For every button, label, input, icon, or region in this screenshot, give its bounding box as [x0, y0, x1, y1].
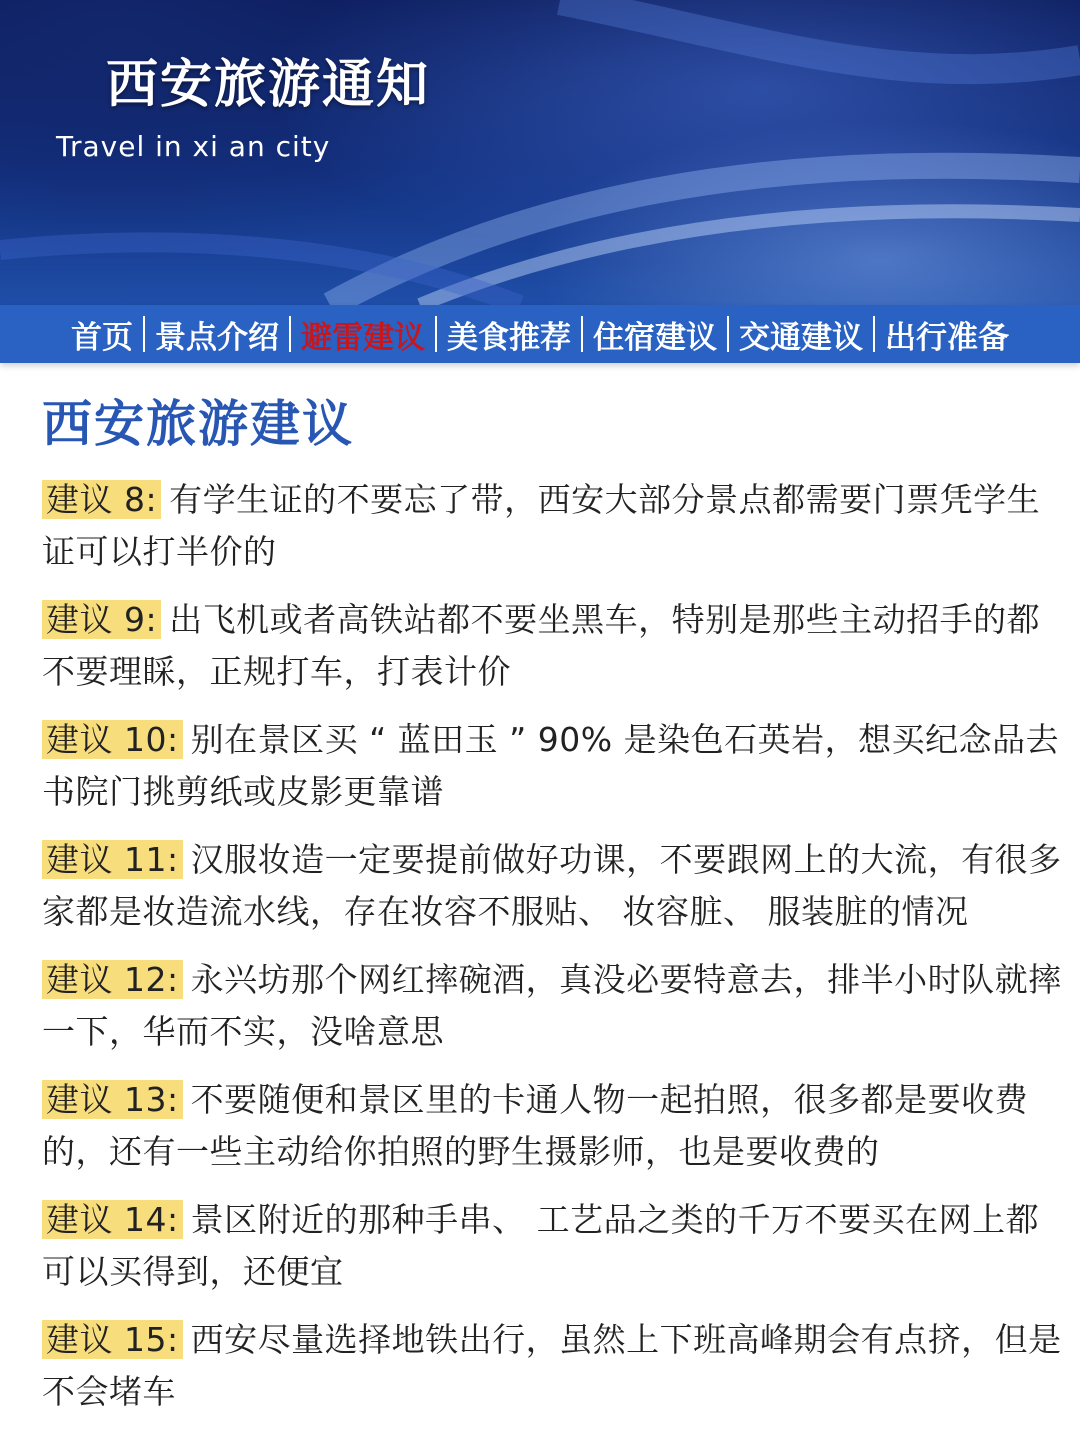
tip-label: 建议 11: [42, 840, 183, 879]
nav-item-lodging[interactable]: 住宿建议 [593, 319, 717, 356]
section-title: 西安旅游建议 [42, 395, 354, 453]
tip-item [42, 714, 1062, 818]
tip-text: 出飞机或者高铁站都不要坐黑车，特别是那些主动招手的都不要理睬，正规打车，打表计价 [42, 600, 1041, 691]
tip-item [42, 594, 1062, 698]
tip-label: 建议 14: [42, 1200, 183, 1239]
tip-label: 建议 12: [42, 960, 183, 999]
main-content [42, 388, 1062, 1434]
banner-title: 西安旅游通知 [106, 55, 431, 115]
nav-separator [873, 316, 875, 352]
tip-item [42, 1074, 1062, 1178]
nav-bar [0, 305, 1080, 363]
tip-item [42, 1194, 1062, 1298]
tip-text: 永兴坊那个网红摔碗酒，真没必要特意去，排半小时队就摔一下，华而不实，没啥意思 [42, 960, 1062, 1051]
nav-item-transport[interactable]: 交通建议 [739, 319, 863, 356]
tip-item [42, 834, 1062, 938]
tip-label: 建议 9: [42, 600, 161, 639]
tip-item [42, 474, 1062, 578]
nav-item-food[interactable]: 美食推荐 [447, 319, 571, 356]
header-banner [0, 0, 1080, 305]
nav-separator [143, 316, 145, 352]
tip-label: 建议 8: [42, 480, 161, 519]
nav-separator [581, 316, 583, 352]
banner-subtitle: Travel in xi an city [56, 130, 331, 163]
nav-separator [727, 316, 729, 352]
tip-label: 建议 15: [42, 1320, 183, 1359]
tip-text: 景区附近的那种手串、 工艺品之类的千万不要买在网上都可以买得到，还便宜 [42, 1200, 1040, 1291]
nav-item-avoid-tips[interactable]: 避雷建议 [301, 319, 425, 356]
tip-text: 不要随便和景区里的卡通人物一起拍照，很多都是要收费的，还有一些主动给你拍照的野生摄影师，也是要收费的 [42, 1080, 1029, 1171]
nav-separator [289, 316, 291, 352]
tip-text: 汉服妆造一定要提前做好功课，不要跟网上的大流，有很多家都是妆造流水线，存在妆容不服贴、 妆容脏、 服装脏的情况 [42, 840, 1062, 931]
tip-label: 建议 10: [42, 720, 183, 759]
nav-separator [435, 316, 437, 352]
tip-item [42, 1314, 1062, 1418]
nav-item-home[interactable]: 首页 [71, 319, 133, 356]
nav-item-preparation[interactable]: 出行准备 [885, 319, 1009, 356]
tip-label: 建议 13: [42, 1080, 183, 1119]
tip-text: 西安尽量选择地铁出行，虽然上下班高峰期会有点挤，但是不会堵车 [42, 1320, 1062, 1411]
tip-text: 有学生证的不要忘了带，西安大部分景点都需要门票凭学生证可以打半价的 [42, 480, 1041, 571]
tip-item [42, 954, 1062, 1058]
tip-text: 别在景区买 “ 蓝田玉 ” 90% 是染色石英岩，想买纪念品去书院门挑剪纸或皮影更靠谱 [42, 720, 1060, 811]
nav-item-attractions[interactable]: 景点介绍 [155, 319, 279, 356]
